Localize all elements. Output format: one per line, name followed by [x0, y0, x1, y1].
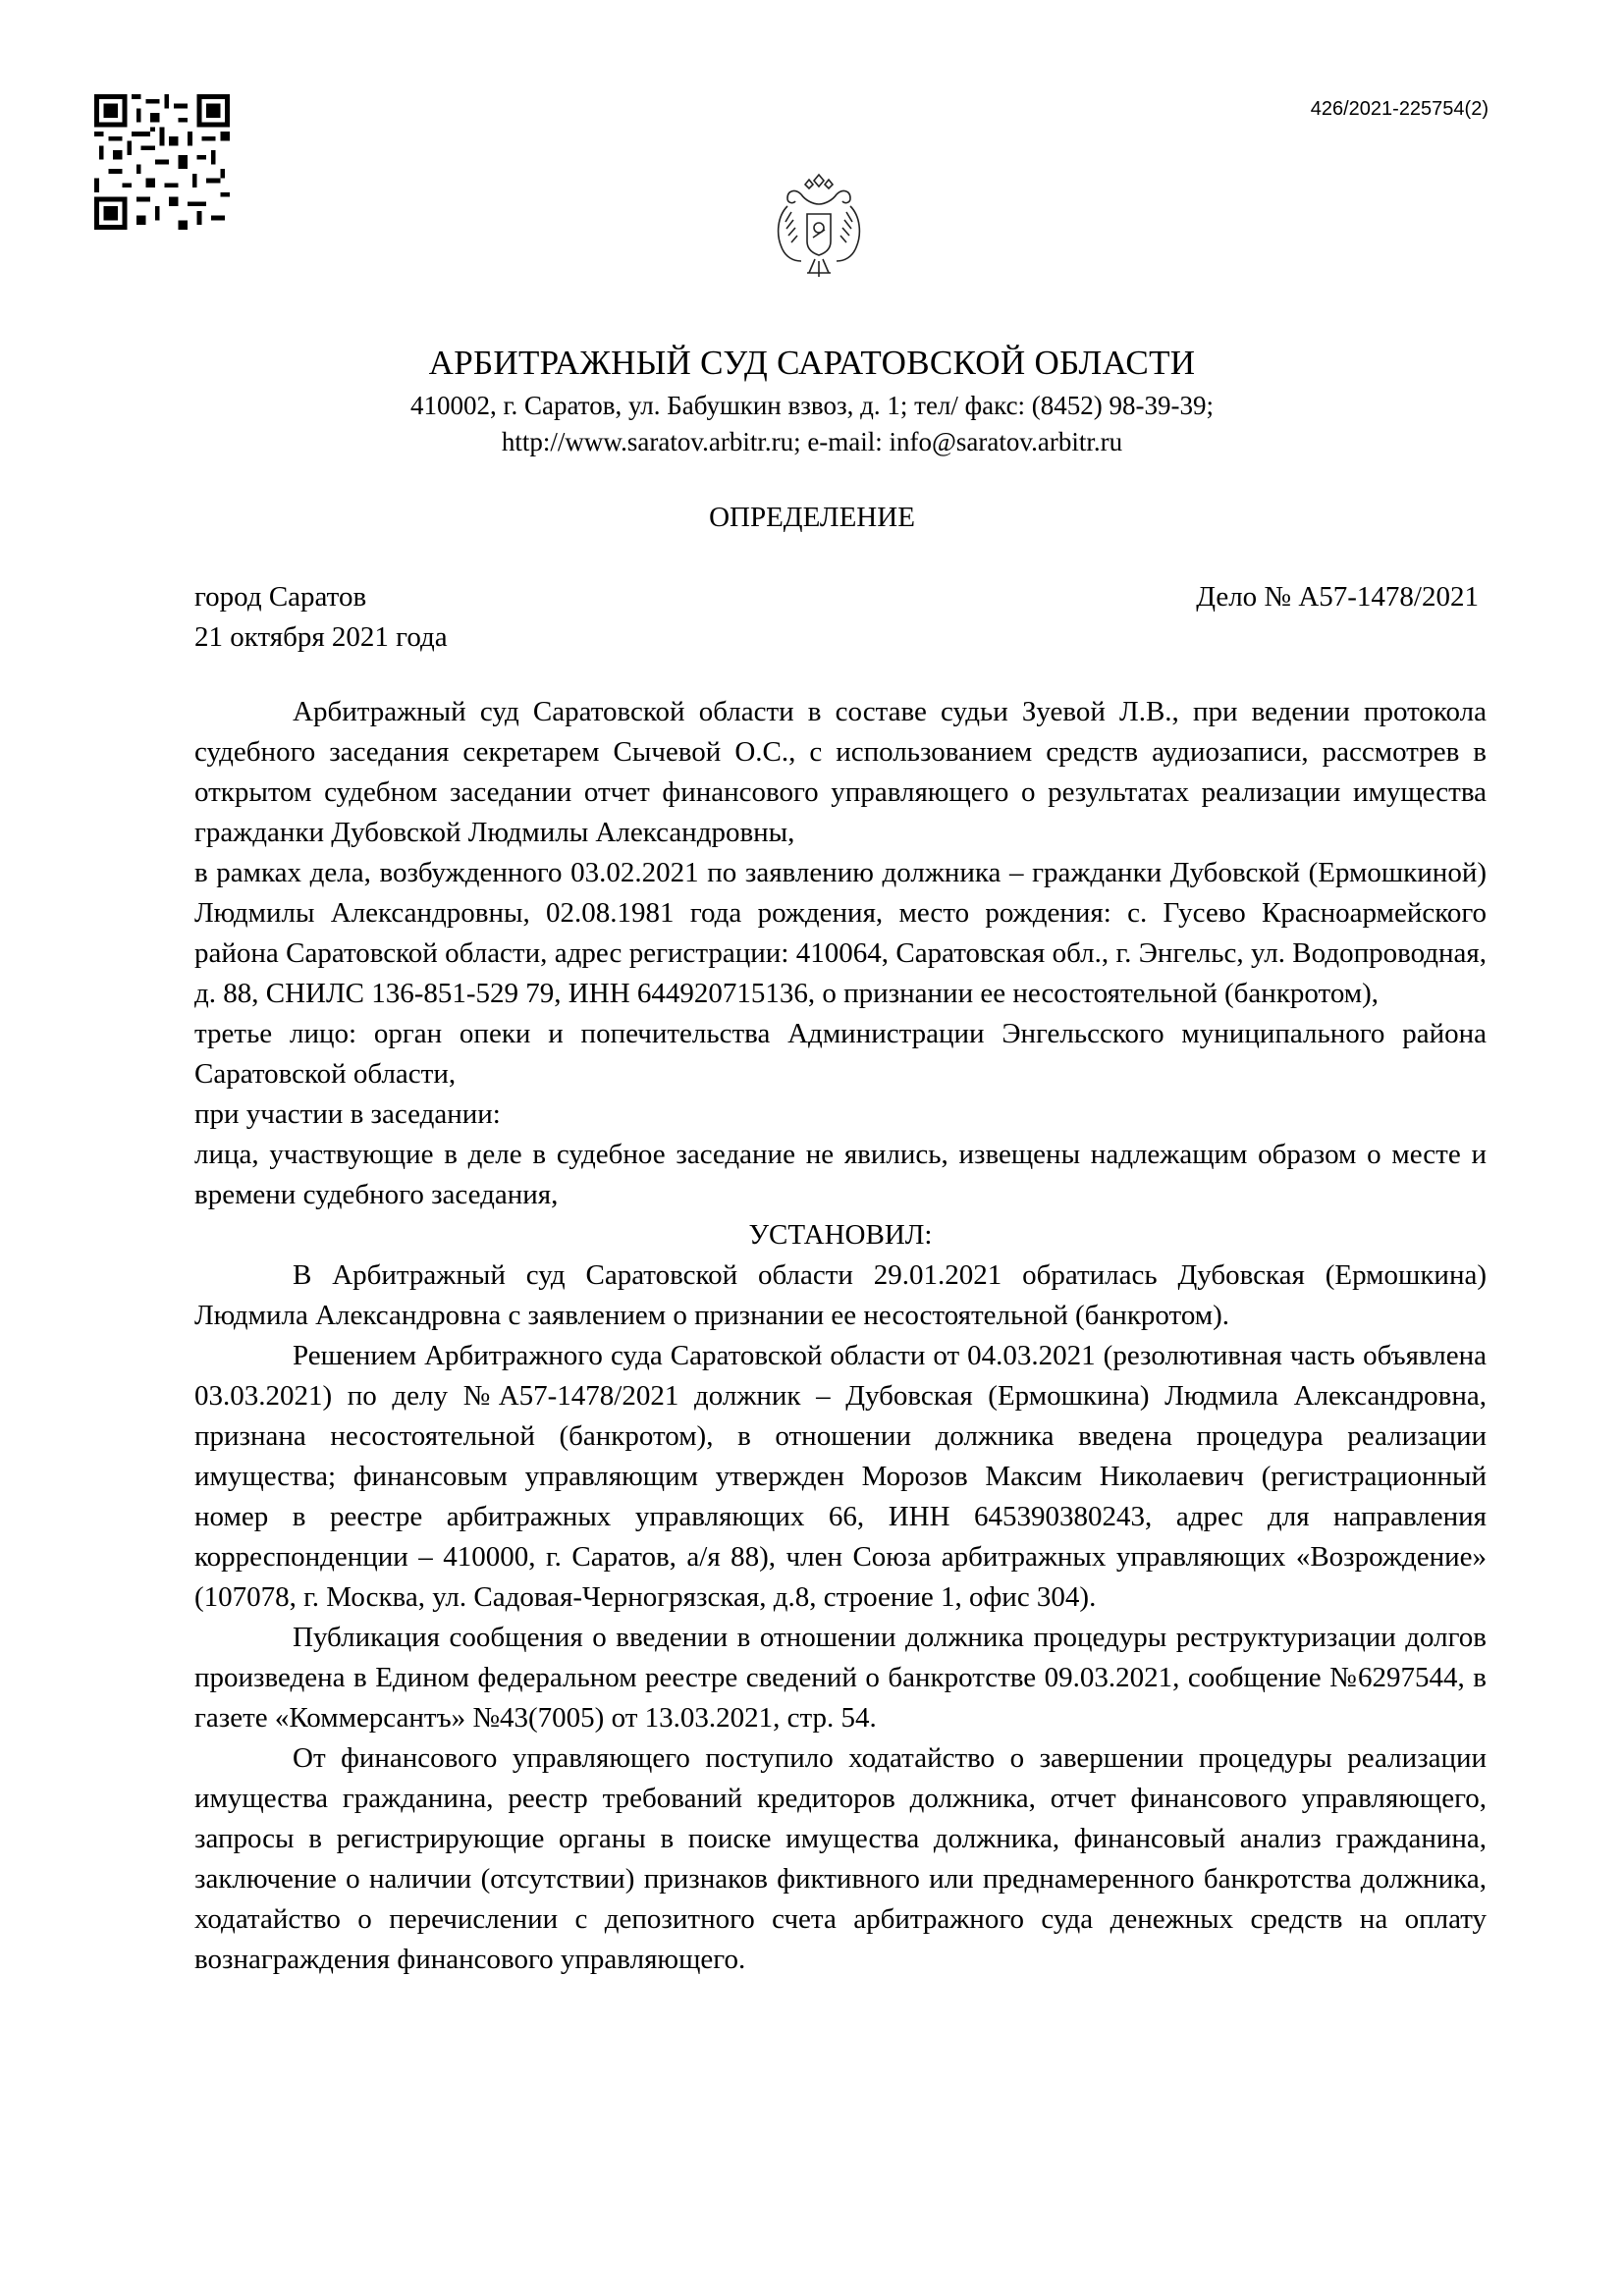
paragraph: при участии в заседании:: [194, 1098, 501, 1130]
paragraph: Публикация сообщения о введении в отношении должника процедуры реструктуризации долгов произведена в Едином федеральном реестре сведений о банкротстве 09.03.2021, сообщение №6297544, в газете «Коммерсантъ» №43(7005) от 13.03.2021, стр. 54.: [194, 1622, 1487, 1734]
paragraph: В Арбитражный суд Саратовской области 29.01.2021 обратилась Дубовская (Ермошкина) Людмила Александровна с заявлением о признании ее несостоятельной (банкротом).: [194, 1259, 1487, 1331]
paragraph: Решением Арбитражного суда Саратовской области от 04.03.2021 (резолютивная часть объявлена 03.03.2021) по делу №А57-1478/2021 должник – Дубовская (Ермошкина) Людмила Александровна, признана несостоятельной (банкротом), в отношении должника введена процедура реализации имущества; финансовым управляющим утвержден Морозов Максим Николаевич (регистрационный номер в реестре арбитражных управляющих 66, ИНН 645390380243, адрес для направления корреспонденции – 410000, г. Саратов, а/я 88), член Союза арбитражных управляющих «Возрождение» (107078, г. Москва, ул. Садовая-Черногрязская, д.8, строение 1, офис 304).: [194, 1340, 1487, 1613]
paragraph: Арбитражный суд Саратовской области в составе судьи Зуевой Л.В., при ведении протокола судебного заседания секретарем Сычевой О.С., с использованием средств аудиозаписи, рассмотрев в открытом судебном заседании отчет финансового управляющего о результатах реализации имущества гражданки Дубовской Людмилы Александровны,: [194, 696, 1487, 848]
paragraph: лица, участвующие в деле в судебное заседание не явились, извещены надлежащим образом о месте и времени судебного заседания,: [194, 1139, 1487, 1210]
city: город Саратов: [194, 581, 367, 613]
section-heading: УСТАНОВИЛ:: [748, 1219, 933, 1251]
document-body: [194, 692, 1487, 1980]
case-number: Дело № А57-1478/2021: [1196, 581, 1479, 613]
court-address: 410002, г. Саратов, ул. Бабушкин взвоз, д. 1; тел/ факс: (8452) 98-39-39;: [409, 391, 1215, 420]
paragraph: третье лицо: орган опеки и попечительства Администрации Энгельсского муниципального района Саратовской области,: [194, 1018, 1487, 1090]
paragraph: От финансового управляющего поступило ходатайство о завершении процедуры реализации имущества гражданина, реестр требований кредиторов должника, отчет финансового управляющего, запросы в регистрирующие органы в поиске имущества должника, финансовый анализ гражданина, заключение о наличии (отсутствии) признаков фиктивного или преднамеренного банкротства должника, ходатайство о перечислении с депозитного счета арбитражного суда денежных средств на оплату вознаграждения финансового управляющего.: [194, 1742, 1487, 1975]
document-date: 21 октября 2021 года: [194, 621, 448, 653]
document-type: ОПРЕДЕЛЕНИЕ: [709, 502, 915, 533]
court-contacts: http://www.saratov.arbitr.ru; e-mail: info@saratov.arbitr.ru: [501, 427, 1123, 456]
document-number: 426/2021-225754(2): [1310, 98, 1489, 120]
qr-code: [94, 94, 230, 230]
court-name: АРБИТРАЖНЫЙ СУД САРАТОВСКОЙ ОБЛАСТИ: [428, 344, 1196, 382]
paragraph: в рамках дела, возбужденного 03.02.2021 по заявлению должника – гражданки Дубовской (Ермошкиной) Людмилы Александровны, 02.08.1981 года рождения, место рождения: с. Гусево Красноармейского района Саратовской области, адрес регистрации: 410064, Саратовская обл., г. Энгельс, ул. Водопроводная, д. 88, СНИЛС 136-851-529 79, ИНН 644920715136, о признании ее несостоятельной (банкротом),: [194, 857, 1487, 1009]
coat-of-arms-icon: [772, 173, 866, 289]
